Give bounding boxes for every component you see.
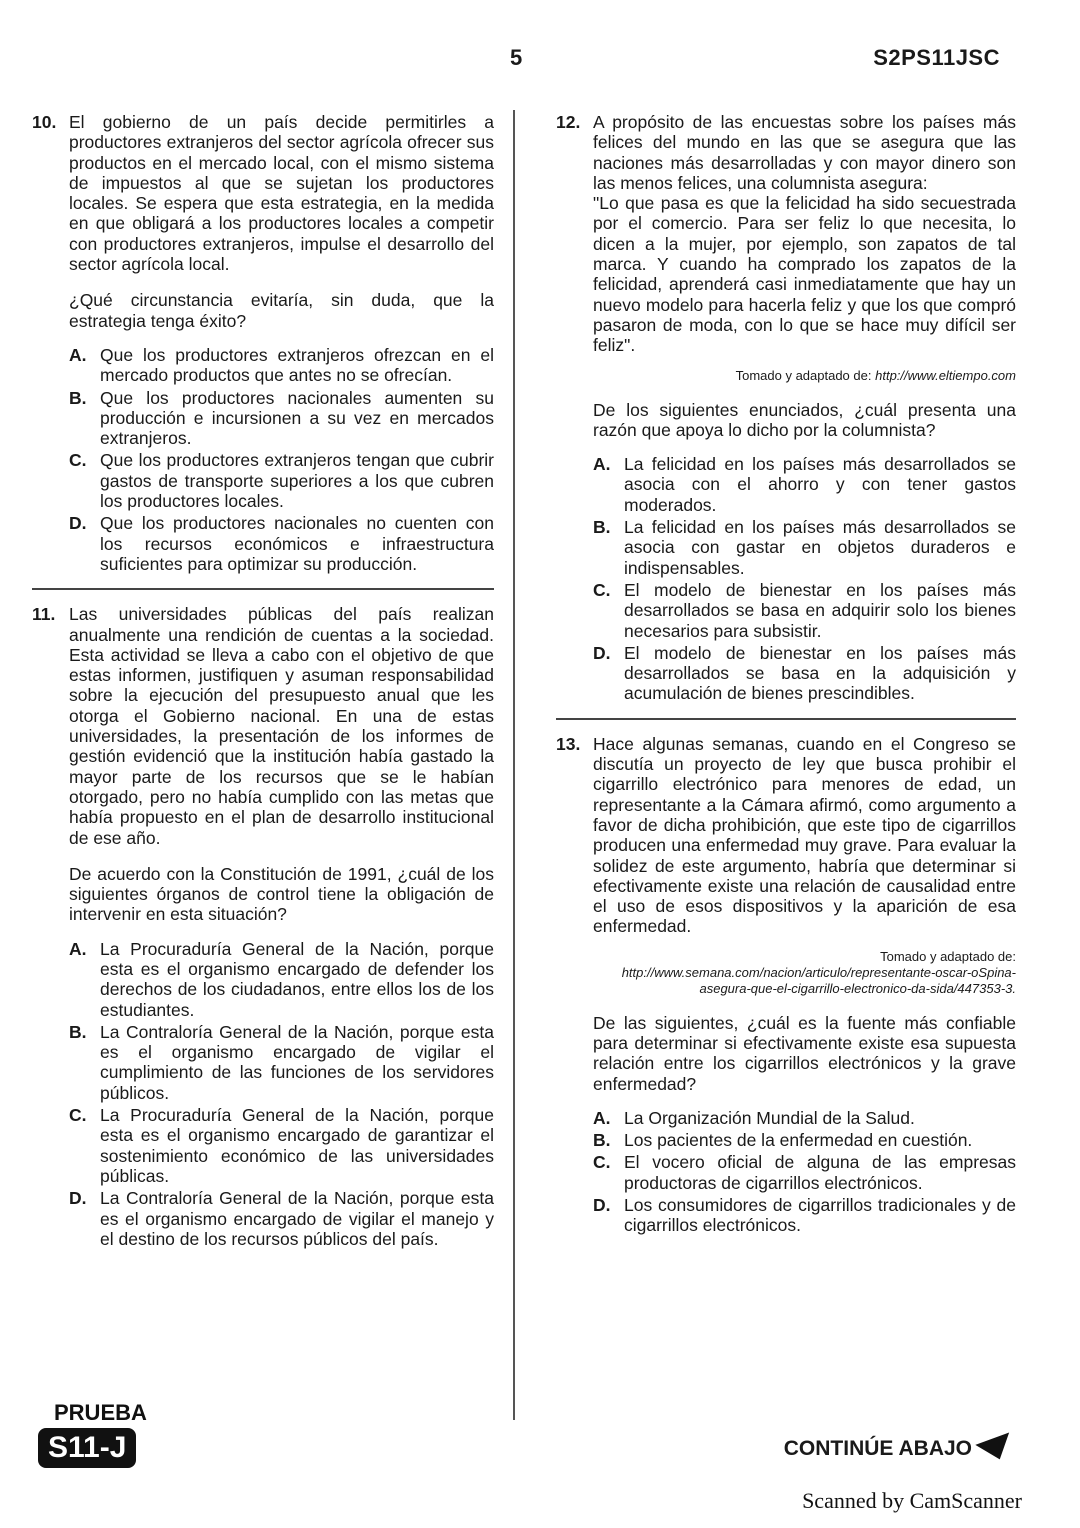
question-stem: Hace algunas semanas, cuando en el Congreso se discutía un proyecto de ley que busca prohibir el cigarrillo electrónico para menores de edad, un representante a la Cámara afirmó, como argumento a favor de dicha prohibición, que este tipo de cigarrillos producen una enfermedad muy grave. Para evaluar la solidez de este argumento, habría que determinar si efectivamente existe una relación de causalidad entre el uso de esos dispositivos y la aparición de esa enfermedad. [593,733,1016,937]
option-text: Que los productores nacionales no cuenten con los recursos económicos e infraestructura suficientes para optimizar su producción. [100,513,494,574]
option-c[interactable] [69,1105,494,1186]
option-letter: B. [69,1021,87,1042]
option-letter: C. [593,1152,611,1173]
source-citation [593,949,1016,997]
question-stem: Las universidades públicas del país realizan anualmente una rendición de cuentas a la sociedad. Esta actividad se lleva a cabo con el objetivo de que estas informen, justifiquen y asuman responsabilidad sobre la ejecución del presupuesto anual que les otorga el Gobierno nacional. En una de estas universidades, la presentación de los informes de gestión evidenció que la institución había gastado la mayor parte de los recursos que se le habían otorgado, pero no había cumplido con las metas que había propuesto en el plan de desarrollo institucional de ese año. [69,604,494,848]
source-label: Tomado y adaptado de: [735,367,872,383]
page-number: 5 [510,45,523,70]
option-letter: B. [69,387,87,408]
exam-code: S2PS11JSC [873,45,1000,70]
option-letter: D. [593,1195,611,1216]
question-13 [556,734,1016,1236]
test-code-badge: S11-J [38,1428,136,1468]
option-letter: C. [593,579,611,600]
option-a[interactable] [593,454,1016,515]
prueba-label: PRUEBA [54,1400,147,1425]
question-number: 13. [556,733,581,754]
options-list [69,939,494,1249]
option-letter: B. [593,517,611,538]
option-letter: C. [69,1105,87,1126]
option-letter: D. [69,1188,87,1209]
option-b[interactable] [593,517,1016,578]
option-letter: A. [593,454,611,475]
options-list [593,1108,1016,1236]
option-text: El modelo de bienestar en los países más desarrollados se basa en la adquisición y acumulación de bienes prescindibles. [624,642,1016,704]
column-divider [513,110,515,1420]
right-column [556,112,1016,1238]
option-a[interactable] [69,939,494,1020]
source-url: http://www.semana.com/nacion/articulo/representante-oscar-oSpina-asegura-que-el-cigarrillo-electronico-da-sida/447353-3. [621,964,1016,996]
option-d[interactable] [69,1188,494,1249]
quote-text: "Lo que pasa es que la felicidad ha sido secuestrada por el comercio. Para ser feliz lo que necesita, lo dicen a la mujer, por ejemplo, son zapatos de tal marca. Y cuando ha comprado los zapatos de la felicidad, aprenderá casi inmediatamente que hay un nuevo modelo para hacerla feliz y que los que compró pasaron de moda, con lo que se hace muy difícil ser feliz". [593,193,1016,356]
option-text: Los consumidores de cigarrillos tradicionales y de cigarrillos electrónicos. [624,1195,1016,1236]
option-text: La Organización Mundial de la Salud. [624,1107,915,1128]
question-number: 10. [32,112,57,132]
option-c[interactable] [69,450,494,511]
question-stem: A propósito de las encuestas sobre los países más felices del mundo en las que se asegura que las naciones más desarrolladas y con mayor dinero son las menos felices, una columnista asegura: [593,112,1016,193]
option-d[interactable] [593,1195,1016,1236]
option-text: La Procuraduría General de la Nación, porque esta es el organismo encargado de defender los derechos de los ciudadanos, entre ellos los de los estudiantes. [100,938,494,1020]
arrow-down-icon [975,1433,1016,1466]
test-badge [38,1400,147,1468]
question-12 [556,112,1016,704]
option-text: Que los productores nacionales aumenten su producción e incursionen a su vez en mercados extranjeros. [100,387,494,449]
option-letter: A. [593,1107,611,1128]
option-text: El vocero oficial de alguna de las empresas productoras de cigarrillos electrónicos. [624,1152,1016,1193]
question-number: 11. [32,604,56,625]
options-list [593,454,1016,704]
option-letter: C. [69,450,87,471]
option-text: Los pacientes de la enfermedad en cuestión. [624,1130,973,1151]
option-a[interactable] [593,1108,1016,1128]
question-prompt: De las siguientes, ¿cuál es la fuente más confiable para determinar si efectivamente existe esa supuesta relación entre los cigarrillos electrónicos y la grave enfermedad? [593,1012,1016,1094]
option-letter: B. [593,1130,611,1151]
continue-below [784,1437,1014,1461]
option-text: La Procuraduría General de la Nación, porque esta es el organismo encargado de garantizar el sostenimiento económico de las universidades públicas. [100,1105,494,1186]
option-letter: A. [69,344,87,365]
option-text: La felicidad en los países más desarrollados se asocia con el ahorro y con tener gastos moderados. [624,454,1016,515]
option-d[interactable] [593,643,1016,704]
question-prompt: ¿Qué circunstancia evitaría, sin duda, que la estrategia tenga éxito? [69,290,494,331]
left-column [32,112,494,1251]
option-c[interactable] [593,580,1016,641]
question-11 [32,604,494,1249]
question-number: 12. [556,112,581,132]
option-text: Que los productores extranjeros ofrezcan en el mercado productos que antes no se ofrecían. [100,344,494,386]
option-b[interactable] [69,388,494,449]
option-b[interactable] [593,1130,1016,1150]
option-text: La Contraloría General de la Nación, porque esta es el organismo encargado de vigilar el cumplimiento de las funciones de los servidores públicos. [100,1021,494,1103]
scanner-watermark: Scanned by CamScanner [802,1488,1022,1513]
continue-label: CONTINÚE ABAJO [783,1437,972,1460]
question-stem: El gobierno de un país decide permitirles a productores extranjeros del sector agrícola ofrecer sus productos en el mercado local, con el mismo sistema de impuestos al que se sujetan los productores locales. Se espera que esta estrategia, en la medida en que obligará a los productores locales a competir con productores extranjeros, impulse el desarrollo del sector agrícola local. [69,112,494,275]
options-list [69,345,494,574]
source-label: Tomado y adaptado de: [880,948,1016,964]
question-separator [32,588,494,590]
option-b[interactable] [69,1022,494,1103]
option-d[interactable] [69,513,494,574]
option-letter: D. [593,642,611,663]
question-prompt: De acuerdo con la Constitución de 1991, ¿cuál de los siguientes órganos de control tiene la obligación de intervenir en esta situación? [69,863,494,925]
question-prompt: De los siguientes enunciados, ¿cuál presenta una razón que apoya lo dicho por la columnista? [593,399,1016,440]
source-url: http://www.eltiempo.com [875,367,1016,383]
option-text: El modelo de bienestar en los países más desarrollados se basa en adquirir solo los bienes necesarios para subsistir. [624,579,1016,641]
question-separator [556,718,1016,720]
option-letter: D. [69,513,87,534]
source-citation [593,368,1016,384]
option-c[interactable] [593,1152,1016,1193]
question-10 [32,112,494,574]
option-a[interactable] [69,345,494,386]
option-text: La felicidad en los países más desarrollados se asocia con gastar en objetos duraderos e indispensables. [624,517,1016,578]
option-text: La Contraloría General de la Nación, porque esta es el organismo encargado de vigilar el manejo y el destino de los recursos públicos del país. [100,1188,494,1249]
option-letter: A. [69,938,87,959]
option-text: Que los productores extranjeros tengan que cubrir gastos de transporte superiores a los que cubren los productores locales. [100,450,494,512]
